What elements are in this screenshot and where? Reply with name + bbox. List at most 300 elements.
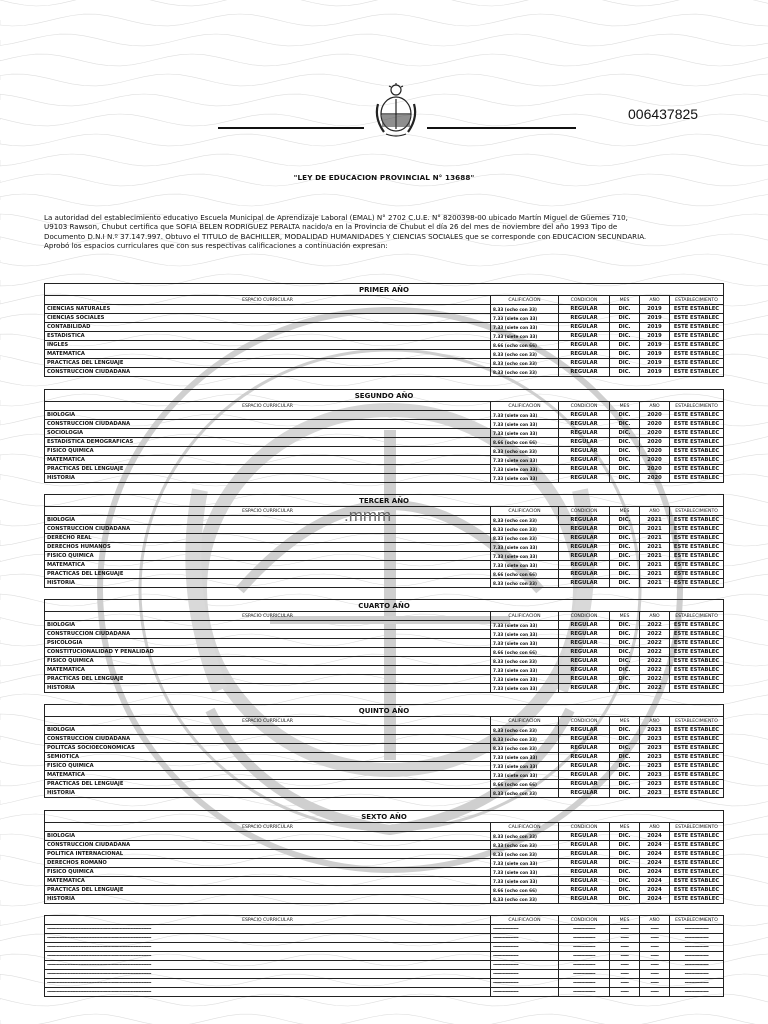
year-title: PRIMER AÑO (45, 284, 724, 296)
cell-subject: ------------------------------------------------------------------ (45, 925, 491, 934)
cell-year: 2021 (640, 561, 670, 570)
cell-grade: 8.33 (ocho con 33) (491, 832, 559, 841)
column-header-month: MES (610, 612, 640, 621)
year-title: SEGUNDO AÑO (45, 390, 724, 402)
table-row (45, 332, 724, 341)
cell-year: 2022 (640, 657, 670, 666)
cell-grade: 7.33 (siete con 33) (491, 332, 559, 341)
cell-grade: ---------------- (491, 952, 559, 961)
cell-subject: POLITICA INTERNACIONAL (45, 850, 491, 859)
column-header-school: ESTABLECIMIENTO (670, 507, 724, 516)
cell-month: DIC. (610, 314, 640, 323)
cell-school: --------------- (670, 952, 724, 961)
column-header-condition: CONDICION (559, 402, 610, 411)
cell-grade: ---------------- (491, 988, 559, 997)
cell-year: 2024 (640, 895, 670, 904)
cell-subject: FISICO QUIMICA (45, 762, 491, 771)
cell-condition: REGULAR (559, 850, 610, 859)
cell-subject: SEMIOTICA (45, 753, 491, 762)
cell-condition: REGULAR (559, 859, 610, 868)
cell-condition: REGULAR (559, 350, 610, 359)
cell-subject: CONSTRUCCION CIUDADANA (45, 420, 491, 429)
cell-month: DIC. (610, 850, 640, 859)
table-row (45, 979, 724, 988)
cell-school: ESTE ESTABLEC (670, 323, 724, 332)
cell-month: DIC. (610, 323, 640, 332)
cell-subject: HISTORIA (45, 895, 491, 904)
cell-subject: MATEMATICA (45, 350, 491, 359)
cell-year: 2021 (640, 534, 670, 543)
cell-grade: ---------------- (491, 979, 559, 988)
cell-school: ESTE ESTABLEC (670, 411, 724, 420)
cell-month: DIC. (610, 630, 640, 639)
cell-school: ESTE ESTABLEC (670, 666, 724, 675)
cell-school: --------------- (670, 988, 724, 997)
table-row (45, 868, 724, 877)
cell-grade: 8.33 (ocho con 33) (491, 534, 559, 543)
year-title: CUARTO AÑO (45, 600, 724, 612)
column-header-condition: CONDICION (559, 296, 610, 305)
cell-school: ESTE ESTABLEC (670, 762, 724, 771)
cell-subject: DERECHO REAL (45, 534, 491, 543)
cell-month: DIC. (610, 648, 640, 657)
cell-school: ESTE ESTABLEC (670, 447, 724, 456)
cell-subject: FISICO QUIMICA (45, 447, 491, 456)
cell-condition: -------------- (559, 988, 610, 997)
cell-month: DIC. (610, 552, 640, 561)
cell-subject: MATEMATICA (45, 877, 491, 886)
cell-condition: -------------- (559, 961, 610, 970)
cell-grade: 7.33 (siete con 33) (491, 474, 559, 483)
table-row (45, 753, 724, 762)
cell-grade: 7.33 (siete con 33) (491, 420, 559, 429)
cell-month: DIC. (610, 735, 640, 744)
cell-condition: REGULAR (559, 621, 610, 630)
cell-subject: ------------------------------------------------------------------ (45, 988, 491, 997)
cell-school: ESTE ESTABLEC (670, 877, 724, 886)
table-row (45, 447, 724, 456)
table-row (45, 456, 724, 465)
cell-school: ESTE ESTABLEC (670, 456, 724, 465)
intro-line: Documento D.N.I N.º 37.147.997. Obtuvo el TITULO de BACHILLER, MODALIDAD HUMANIDADES Y CIENCIAS SOCIALES que se corresponde con EDUCACION SECUNDARIA. (44, 231, 647, 241)
cell-grade: 8.33 (ocho con 33) (491, 850, 559, 859)
column-header-school: ESTABLECIMIENTO (670, 296, 724, 305)
cell-year: 2022 (640, 648, 670, 657)
cell-grade: 8.33 (ocho con 33) (491, 841, 559, 850)
cell-subject: CONSTITUCIONALIDAD Y PENALIDAD (45, 648, 491, 657)
column-header-condition: CONDICION (559, 612, 610, 621)
cell-month: DIC. (610, 305, 640, 314)
cell-subject: HISTORIA (45, 579, 491, 588)
cell-year: 2023 (640, 744, 670, 753)
cell-condition: REGULAR (559, 579, 610, 588)
cell-year: 2023 (640, 762, 670, 771)
cell-subject: PRACTICAS DEL LENGUAJE (45, 570, 491, 579)
table-row (45, 579, 724, 588)
cell-school: ESTE ESTABLEC (670, 859, 724, 868)
cell-month: DIC. (610, 666, 640, 675)
cell-grade: 7.33 (siete con 33) (491, 762, 559, 771)
cell-year: 2020 (640, 429, 670, 438)
cell-condition: REGULAR (559, 895, 610, 904)
cell-year: ----- (640, 970, 670, 979)
cell-year: ----- (640, 952, 670, 961)
cell-year: 2024 (640, 877, 670, 886)
cell-condition: REGULAR (559, 438, 610, 447)
column-header-subject: ESPACIO CURRICULAR (45, 916, 491, 925)
cell-subject: HISTORIA (45, 789, 491, 798)
cell-year: 2023 (640, 789, 670, 798)
cell-month: ----- (610, 952, 640, 961)
cell-year: 2024 (640, 832, 670, 841)
cell-condition: REGULAR (559, 552, 610, 561)
cell-school: ESTE ESTABLEC (670, 534, 724, 543)
cell-school: ESTE ESTABLEC (670, 832, 724, 841)
cell-month: DIC. (610, 359, 640, 368)
cell-school: ESTE ESTABLEC (670, 314, 724, 323)
cell-subject: ------------------------------------------------------------------ (45, 934, 491, 943)
cell-subject: PRACTICAS DEL LENGUAJE (45, 886, 491, 895)
cell-month: DIC. (610, 456, 640, 465)
cell-subject: CONTABILIDAD (45, 323, 491, 332)
cell-school: ESTE ESTABLEC (670, 350, 724, 359)
cell-condition: REGULAR (559, 570, 610, 579)
cell-month: DIC. (610, 675, 640, 684)
cell-condition: REGULAR (559, 648, 610, 657)
cell-month: ----- (610, 934, 640, 943)
serial-number: 006437825 (628, 106, 699, 122)
cell-school: --------------- (670, 925, 724, 934)
cell-year: ----- (640, 925, 670, 934)
cell-year: 2019 (640, 323, 670, 332)
column-header-school: ESTABLECIMIENTO (670, 717, 724, 726)
cell-month: DIC. (610, 771, 640, 780)
table-row (45, 943, 724, 952)
cell-condition: REGULAR (559, 332, 610, 341)
cell-subject: ------------------------------------------------------------------ (45, 979, 491, 988)
cell-month: DIC. (610, 570, 640, 579)
cell-month: DIC. (610, 859, 640, 868)
cell-school: ESTE ESTABLEC (670, 789, 724, 798)
cell-month: DIC. (610, 886, 640, 895)
cell-month: ----- (610, 970, 640, 979)
column-header-grade: CALIFICACION (491, 916, 559, 925)
table-row (45, 429, 724, 438)
cell-month: DIC. (610, 350, 640, 359)
cell-grade: 7.33 (siete con 33) (491, 684, 559, 693)
cell-school: ESTE ESTABLEC (670, 771, 724, 780)
cell-month: DIC. (610, 543, 640, 552)
cell-condition: -------------- (559, 952, 610, 961)
cell-year: 2022 (640, 684, 670, 693)
cell-year: 2021 (640, 570, 670, 579)
cell-school: ESTE ESTABLEC (670, 570, 724, 579)
cell-month: DIC. (610, 411, 640, 420)
table-row (45, 952, 724, 961)
cell-grade: 8.66 (ocho con 66) (491, 438, 559, 447)
cell-month: DIC. (610, 561, 640, 570)
cell-year: 2021 (640, 552, 670, 561)
cell-grade: 7.33 (siete con 33) (491, 543, 559, 552)
cell-subject: ------------------------------------------------------------------ (45, 961, 491, 970)
column-header-condition: CONDICION (559, 717, 610, 726)
cell-month: DIC. (610, 447, 640, 456)
cell-month: DIC. (610, 534, 640, 543)
grades-table (44, 810, 724, 904)
table-header-row (45, 823, 724, 832)
table-row (45, 684, 724, 693)
cell-subject: BIOLOGIA (45, 516, 491, 525)
cell-condition: REGULAR (559, 411, 610, 420)
table-row (45, 350, 724, 359)
table-header-row (45, 717, 724, 726)
cell-subject: ESTADISTICA (45, 332, 491, 341)
cell-year: ----- (640, 961, 670, 970)
cell-subject: PRACTICAS DEL LENGUAJE (45, 465, 491, 474)
year-title: TERCER AÑO (45, 495, 724, 507)
cell-subject: BIOLOGIA (45, 726, 491, 735)
table-row (45, 465, 724, 474)
cell-condition: REGULAR (559, 744, 610, 753)
intro-line: La autoridad del establecimiento educativo Escuela Municipal de Aprendizaje Laboral (EMAL) N° 2702 C.U.E. N° 8200398-00 ubicado Martín Miguel de Güemes 710, (44, 213, 628, 222)
table-header-row (45, 916, 724, 925)
column-header-year: AÑO (640, 402, 670, 411)
column-header-year: AÑO (640, 823, 670, 832)
column-header-subject: ESPACIO CURRICULAR (45, 296, 491, 305)
column-header-subject: ESPACIO CURRICULAR (45, 823, 491, 832)
cell-year: 2019 (640, 350, 670, 359)
table-row (45, 970, 724, 979)
cell-grade: 8.33 (ocho con 33) (491, 368, 559, 377)
cell-subject: BIOLOGIA (45, 621, 491, 630)
cell-year: ----- (640, 943, 670, 952)
cell-school: ESTE ESTABLEC (670, 895, 724, 904)
cell-year: 2024 (640, 868, 670, 877)
cell-month: DIC. (610, 753, 640, 762)
table-row (45, 314, 724, 323)
cell-condition: REGULAR (559, 639, 610, 648)
table-row (45, 925, 724, 934)
table-row (45, 675, 724, 684)
cell-condition: REGULAR (559, 314, 610, 323)
cell-condition: REGULAR (559, 323, 610, 332)
cell-year: 2021 (640, 516, 670, 525)
cell-grade: 8.33 (ocho con 33) (491, 447, 559, 456)
cell-condition: REGULAR (559, 771, 610, 780)
cell-condition: REGULAR (559, 534, 610, 543)
table-row (45, 543, 724, 552)
cell-year: 2023 (640, 753, 670, 762)
cell-subject: INGLES (45, 341, 491, 350)
column-header-year: AÑO (640, 296, 670, 305)
cell-subject: ESTADISTICA DEMOGRAFICAS (45, 438, 491, 447)
table-row (45, 639, 724, 648)
cell-school: ESTE ESTABLEC (670, 657, 724, 666)
cell-grade: 8.33 (ocho con 33) (491, 895, 559, 904)
cell-subject: CONSTRUCCION CIUDADANA (45, 368, 491, 377)
table-row (45, 438, 724, 447)
cell-subject: FISICO QUIMICA (45, 657, 491, 666)
cell-grade: 7.33 (siete con 33) (491, 456, 559, 465)
cell-grade: 8.66 (ocho con 66) (491, 648, 559, 657)
cell-subject: CONSTRUCCION CIUDADANA (45, 841, 491, 850)
table-row (45, 630, 724, 639)
cell-grade: 8.33 (ocho con 33) (491, 305, 559, 314)
grades-table (44, 704, 724, 798)
column-header-grade: CALIFICACION (491, 507, 559, 516)
cell-school: ESTE ESTABLEC (670, 639, 724, 648)
cell-subject: PRACTICAS DEL LENGUAJE (45, 359, 491, 368)
cell-grade: 7.33 (siete con 33) (491, 859, 559, 868)
cell-grade: 7.33 (siete con 33) (491, 621, 559, 630)
intro-line: Aprobó los espacios curriculares que con sus respectivas calificaciones a continuación expresan: (44, 241, 388, 251)
table-row (45, 666, 724, 675)
cell-year: 2022 (640, 675, 670, 684)
cell-subject: BIOLOGIA (45, 832, 491, 841)
cell-subject: PRACTICAS DEL LENGUAJE (45, 780, 491, 789)
cell-school: --------------- (670, 943, 724, 952)
cell-month: DIC. (610, 579, 640, 588)
table-header-row (45, 612, 724, 621)
cell-grade: 8.33 (ocho con 33) (491, 726, 559, 735)
table-row (45, 762, 724, 771)
cell-month: DIC. (610, 429, 640, 438)
cell-condition: REGULAR (559, 675, 610, 684)
table-row (45, 323, 724, 332)
cell-school: ESTE ESTABLEC (670, 516, 724, 525)
column-header-school: ESTABLECIMIENTO (670, 823, 724, 832)
column-header-school: ESTABLECIMIENTO (670, 612, 724, 621)
cell-subject: CONSTRUCCION CIUDADANA (45, 630, 491, 639)
cell-year: 2022 (640, 630, 670, 639)
cell-subject: CONSTRUCCION CIUDADANA (45, 735, 491, 744)
cell-month: ----- (610, 988, 640, 997)
table-row (45, 341, 724, 350)
cell-school: --------------- (670, 970, 724, 979)
cell-condition: REGULAR (559, 832, 610, 841)
cell-school: ESTE ESTABLEC (670, 332, 724, 341)
cell-month: DIC. (610, 744, 640, 753)
cell-subject: CONSTRUCCION CIUDADANA (45, 525, 491, 534)
cell-year: 2024 (640, 886, 670, 895)
cell-subject: FISICO QUIMICA (45, 868, 491, 877)
column-header-month: MES (610, 296, 640, 305)
cell-school: ESTE ESTABLEC (670, 368, 724, 377)
cell-year: 2023 (640, 726, 670, 735)
cell-month: DIC. (610, 657, 640, 666)
cell-month: DIC. (610, 474, 640, 483)
cell-month: ----- (610, 943, 640, 952)
cell-month: DIC. (610, 516, 640, 525)
cell-condition: REGULAR (559, 684, 610, 693)
cell-subject: POLITCAS SOCIOECONOMICAS (45, 744, 491, 753)
cell-subject: MATEMATICA (45, 771, 491, 780)
cell-year: 2019 (640, 314, 670, 323)
cell-year: 2024 (640, 850, 670, 859)
cell-grade: 7.33 (siete con 33) (491, 630, 559, 639)
table-row (45, 552, 724, 561)
column-header-grade: CALIFICACION (491, 717, 559, 726)
cell-school: ESTE ESTABLEC (670, 630, 724, 639)
column-header-month: MES (610, 402, 640, 411)
cell-month: DIC. (610, 868, 640, 877)
column-header-school: ESTABLECIMIENTO (670, 402, 724, 411)
grades-table (44, 599, 724, 693)
cell-month: DIC. (610, 465, 640, 474)
cell-condition: REGULAR (559, 447, 610, 456)
cell-condition: REGULAR (559, 735, 610, 744)
cell-condition: REGULAR (559, 561, 610, 570)
cell-condition: REGULAR (559, 474, 610, 483)
cell-school: ESTE ESTABLEC (670, 543, 724, 552)
column-header-year: AÑO (640, 717, 670, 726)
cell-subject: CIENCIAS SOCIALES (45, 314, 491, 323)
cell-condition: REGULAR (559, 726, 610, 735)
cell-subject: HISTORIA (45, 474, 491, 483)
cell-condition: REGULAR (559, 666, 610, 675)
cell-year: 2020 (640, 474, 670, 483)
cell-grade: 8.33 (ocho con 33) (491, 744, 559, 753)
cell-school: ESTE ESTABLEC (670, 648, 724, 657)
cell-grade: 7.33 (siete con 33) (491, 314, 559, 323)
cell-condition: REGULAR (559, 657, 610, 666)
cell-year: 2020 (640, 438, 670, 447)
cell-school: --------------- (670, 934, 724, 943)
cell-subject: MATEMATICA (45, 561, 491, 570)
cell-year: 2022 (640, 666, 670, 675)
cell-year: 2020 (640, 420, 670, 429)
law-title: "LEY DE EDUCACION PROVINCIAL N° 13688" (293, 173, 475, 182)
cell-condition: REGULAR (559, 753, 610, 762)
cell-month: DIC. (610, 726, 640, 735)
table-row (45, 886, 724, 895)
column-header-condition: CONDICION (559, 823, 610, 832)
cell-month: DIC. (610, 762, 640, 771)
table-row (45, 841, 724, 850)
cell-condition: REGULAR (559, 877, 610, 886)
cell-year: 2019 (640, 359, 670, 368)
cell-grade: 7.33 (siete con 33) (491, 552, 559, 561)
table-header-row (45, 402, 724, 411)
table-row (45, 961, 724, 970)
cell-condition: REGULAR (559, 359, 610, 368)
signature-line-right (427, 127, 576, 129)
cell-month: DIC. (610, 621, 640, 630)
cell-condition: -------------- (559, 979, 610, 988)
cell-school: ESTE ESTABLEC (670, 675, 724, 684)
intro-line: U9103 Rawson, Chubut certifica que SOFIA BELEN RODRIGUEZ PERALTA nacido/a en la Provincia de Chubut el día 26 del mes de noviembre del año 1993 Tipo de (44, 222, 618, 232)
cell-grade: 7.33 (siete con 33) (491, 675, 559, 684)
cell-school: ESTE ESTABLEC (670, 438, 724, 447)
cell-grade: 8.33 (ocho con 33) (491, 516, 559, 525)
cell-school: --------------- (670, 961, 724, 970)
cell-grade: 7.33 (siete con 33) (491, 323, 559, 332)
column-header-month: MES (610, 717, 640, 726)
cell-year: 2023 (640, 771, 670, 780)
cell-year: 2019 (640, 341, 670, 350)
table-row (45, 420, 724, 429)
table-row (45, 780, 724, 789)
cell-month: DIC. (610, 684, 640, 693)
cell-year: ----- (640, 979, 670, 988)
cell-year: 2021 (640, 543, 670, 552)
cell-subject: ------------------------------------------------------------------ (45, 943, 491, 952)
year-title: SEXTO AÑO (45, 811, 724, 823)
cell-school: ESTE ESTABLEC (670, 841, 724, 850)
cell-grade: 8.33 (ocho con 33) (491, 657, 559, 666)
cell-subject: ------------------------------------------------------------------ (45, 970, 491, 979)
cell-school: --------------- (670, 979, 724, 988)
